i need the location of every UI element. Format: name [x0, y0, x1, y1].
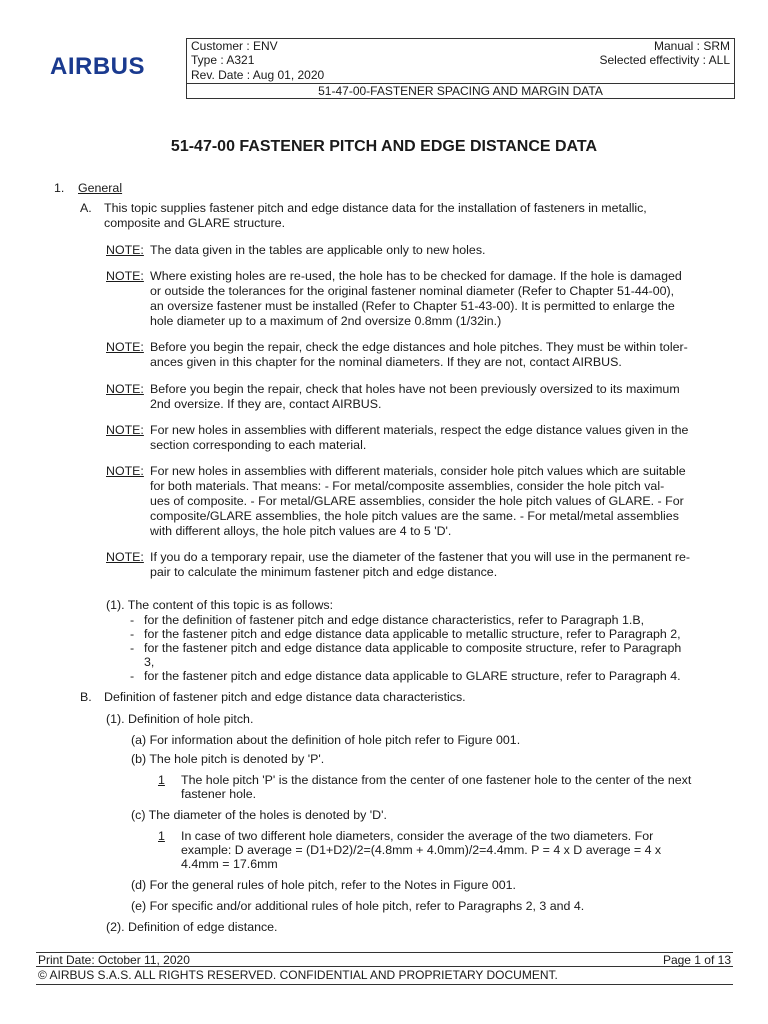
list-item: for the fastener pitch and edge distance data applicable to metallic structure, refer to Paragraph 2, [144, 627, 681, 641]
document-header [186, 38, 735, 99]
step-number: 1 [158, 773, 165, 787]
para-a-line-2: composite and GLARE structure. [104, 216, 286, 230]
section-number: 1. [54, 181, 65, 195]
note-line: Before you begin the repair, check the edge distances and hole pitches. They must be within toler- [150, 340, 688, 354]
copyright-notice: © AIRBUS S.A.S. ALL RIGHTS RESERVED. CONFIDENTIAL AND PROPRIETARY DOCUMENT. [38, 968, 558, 982]
note-line: for both materials. That means: - For metal/composite assemblies, consider the hole pitch val- [150, 479, 665, 493]
list-dash: - [130, 641, 135, 655]
note-line: ues of composite. - For metal/GLARE assemblies, consider the hole pitch values of GLARE. - For [150, 494, 684, 508]
list-item-continued: 3, [144, 655, 155, 669]
note-label: NOTE: [106, 340, 144, 354]
note-line: composite/GLARE assemblies, the hole pitch values are the same. - For metal/metal assemblies [150, 509, 679, 523]
list-item: for the fastener pitch and edge distance data applicable to GLARE structure, refer to Paragraph 4. [144, 669, 681, 683]
header-row-2 [187, 53, 734, 67]
step-1c1-line-3: 4.4mm = 17.6mm [181, 857, 278, 871]
note-label: NOTE: [106, 269, 144, 283]
note-label: NOTE: [106, 464, 144, 478]
subpara-1: (1). Definition of hole pitch. [106, 712, 254, 726]
effectivity-field: Selected effectivity : ALL [599, 53, 730, 67]
airbus-logo: AIRBUS [50, 53, 146, 80]
manual-field: Manual : SRM [653, 39, 730, 53]
footer-print-row [36, 952, 733, 967]
page-title: 51-47-00 FASTENER PITCH AND EDGE DISTANCE DATA [170, 138, 598, 155]
subpara-1a: (a) For information about the definition of hole pitch refer to Figure 001. [131, 733, 521, 747]
note-7 [150, 550, 714, 580]
note-line: ances given in this chapter for the nominal diameters. If they are not, contact AIRBUS. [150, 355, 622, 369]
note-2 [150, 269, 714, 329]
note-3 [150, 340, 714, 370]
note-line: Before you begin the repair, check that holes have not been previously oversized to its maximum [150, 382, 680, 396]
subpara-1d: (d) For the general rules of hole pitch, refer to the Notes in Figure 001. [131, 878, 516, 892]
note-line: hole diameter up to a maximum of 2nd oversize 0.8mm (1/32in.) [150, 314, 502, 328]
note-line: an oversize fastener must be installed (Refer to Chapter 51-43-00). It is permitted to enlarge the [150, 299, 675, 313]
subpara-1b: (b) The hole pitch is denoted by 'P'. [131, 752, 325, 766]
note-label: NOTE: [106, 243, 144, 257]
subpara-2: (2). Definition of edge distance. [106, 920, 278, 934]
list-dash: - [130, 613, 135, 627]
subpara-1e: (e) For specific and/or additional rules of hole pitch, refer to Paragraphs 2, 3 and 4. [131, 899, 585, 913]
note-label: NOTE: [106, 423, 144, 437]
note-line: with different alloys, the hole pitch values are 4 to 5 'D'. [150, 524, 452, 538]
list-item: for the definition of fastener pitch and edge distance characteristics, refer to Paragraph 1.B, [144, 613, 645, 627]
customer-field: Customer : ENV [191, 39, 278, 53]
content-intro: (1). The content of this topic is as follows: [106, 598, 334, 612]
section-heading-general: General [78, 181, 123, 195]
subpara-1c: (c) The diameter of the holes is denoted by 'D'. [131, 808, 387, 822]
header-section-title: 51-47-00-FASTENER SPACING AND MARGIN DATA [318, 84, 603, 98]
step-number: 1 [158, 829, 165, 843]
note-1 [150, 243, 714, 258]
para-a-line-1: This topic supplies fastener pitch and edge distance data for the installation of fasteners in metallic, [104, 201, 647, 215]
note-line: For new holes in assemblies with different materials, respect the edge distance values given in the [150, 423, 689, 437]
header-row-3 [187, 68, 734, 82]
page-number: Page 1 of 13 [662, 953, 731, 967]
list-item: for the fastener pitch and edge distance data applicable to composite structure, refer to Paragraph [144, 641, 682, 655]
note-line: or outside the tolerances for the original fastener nominal diameter (Refer to Chapter 51-44-00), [150, 284, 675, 298]
note-label: NOTE: [106, 382, 144, 396]
note-line: The data given in the tables are applicable only to new holes. [150, 243, 486, 257]
note-line: Where existing holes are re-used, the hole has to be checked for damage. If the hole is damaged [150, 269, 682, 283]
step-1b1-line-2: fastener hole. [181, 787, 257, 801]
step-1c1-line-2: example: D average = (D1+D2)/2=(4.8mm + 4.0mm)/2=4.4mm. P = 4 x D average = 4 x [181, 843, 662, 857]
note-line: For new holes in assemblies with different materials, consider hole pitch values which are suitable [150, 464, 686, 478]
step-1b1-line-1: The hole pitch 'P' is the distance from the center of one fastener hole to the center of the next [181, 773, 692, 787]
list-dash: - [130, 669, 135, 683]
note-line: section corresponding to each material. [150, 438, 367, 452]
list-dash: - [130, 627, 135, 641]
para-a-letter: A. [80, 201, 92, 215]
note-6 [150, 464, 714, 539]
note-line: If you do a temporary repair, use the diameter of the fastener that you will use in the permanent re- [150, 550, 690, 564]
footer-copyright-row [36, 966, 733, 985]
note-line: pair to calculate the minimum fastener pitch and edge distance. [150, 565, 498, 579]
note-label: NOTE: [106, 550, 144, 564]
rev-date-field: Rev. Date : Aug 01, 2020 [191, 68, 325, 82]
step-1c1-line-1: In case of two different hole diameters, consider the average of the two diameters. For [181, 829, 654, 843]
header-row-1 [187, 39, 734, 53]
para-b-letter: B. [80, 690, 92, 704]
type-field: Type : A321 [191, 53, 255, 67]
print-date: Print Date: October 11, 2020 [38, 953, 190, 967]
note-line: 2nd oversize. If they are, contact AIRBUS. [150, 397, 382, 411]
note-5 [150, 423, 714, 453]
para-b-text: Definition of fastener pitch and edge distance data characteristics. [104, 690, 466, 704]
note-4 [150, 382, 714, 412]
